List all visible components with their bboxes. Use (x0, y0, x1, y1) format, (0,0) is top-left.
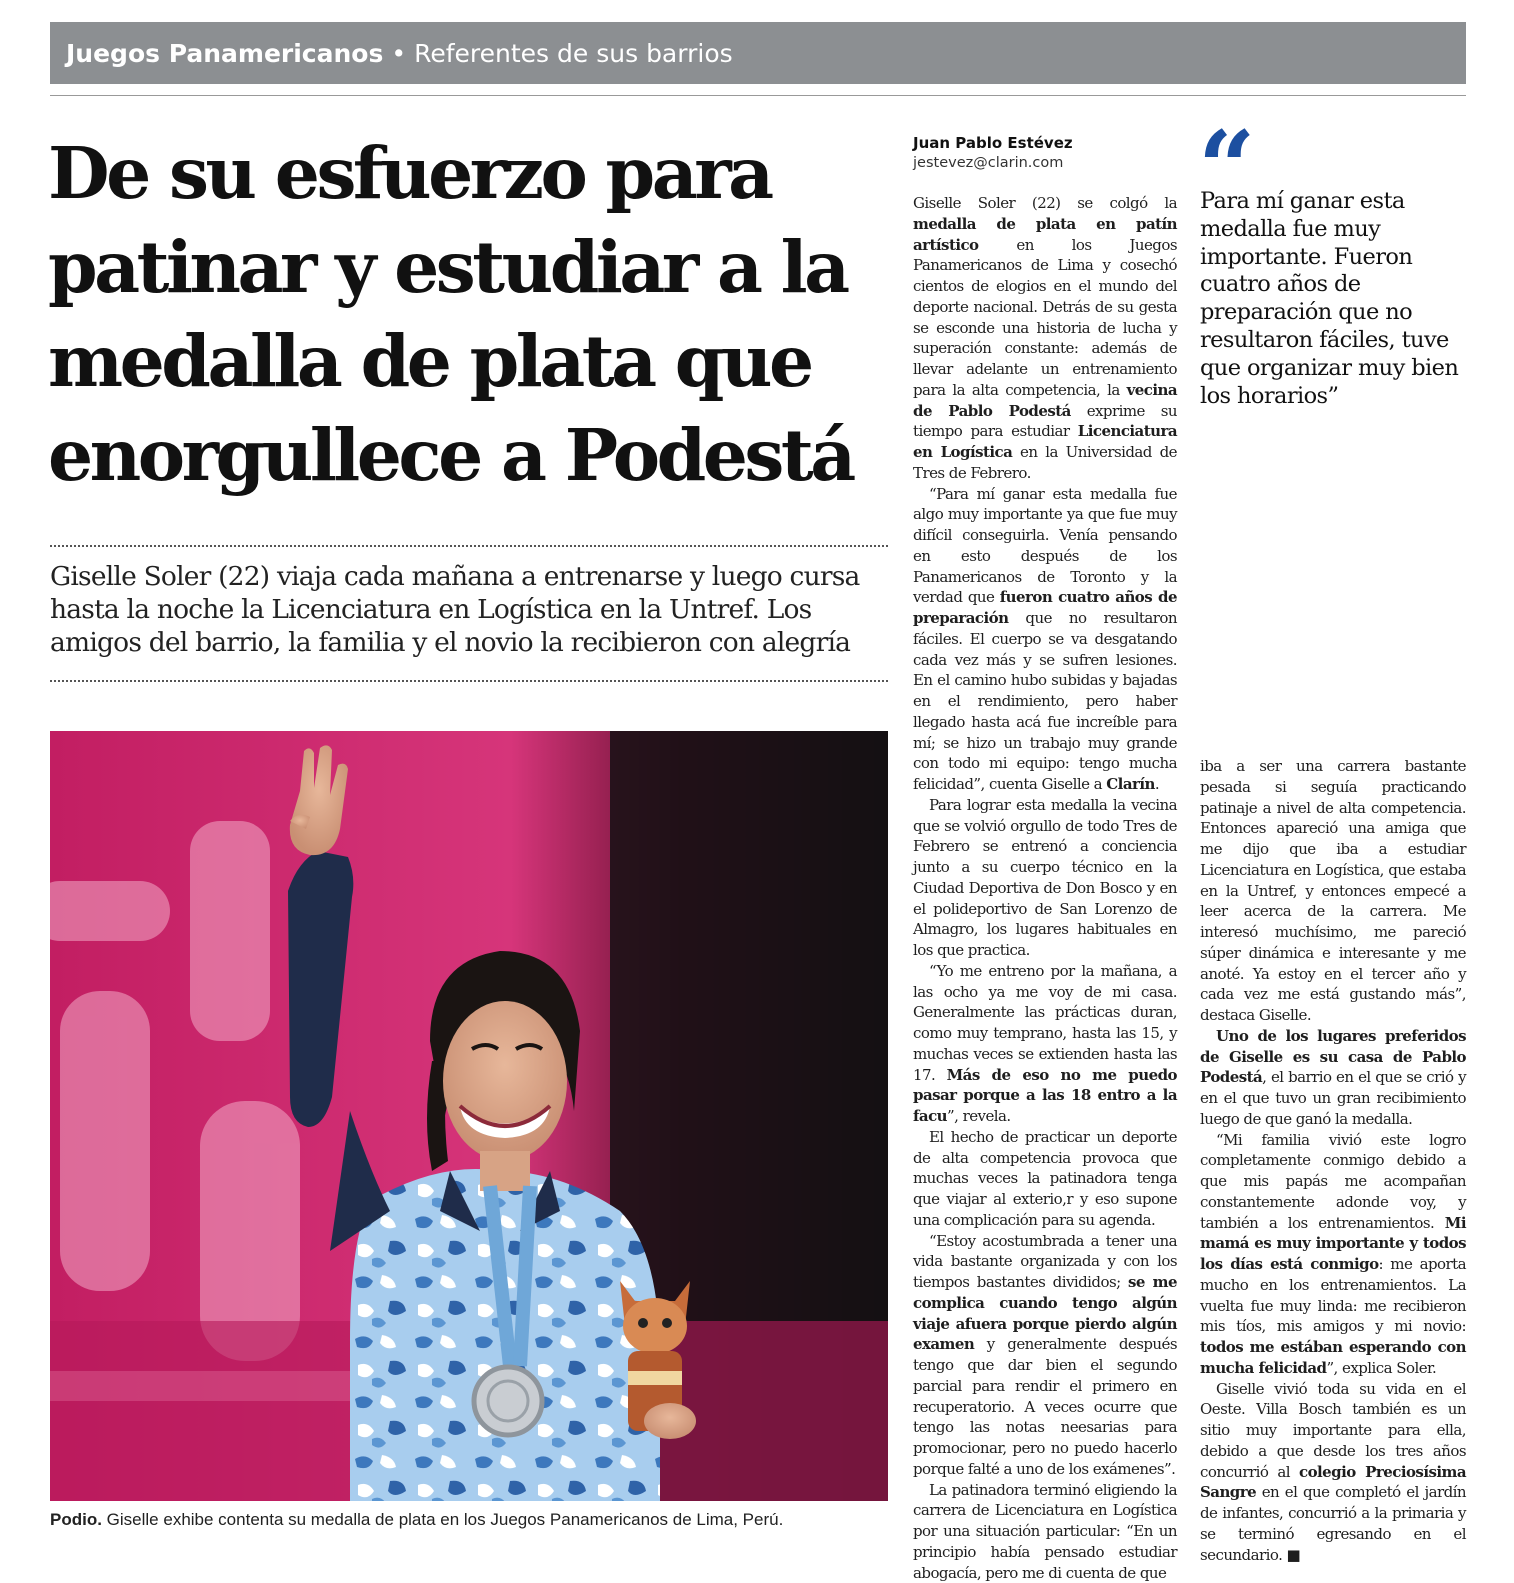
text-run: ”, explica Soler. (1326, 1359, 1436, 1377)
text-run: que no resultaron fáciles. El cuerpo se va desgatando cada vez más y se sufren lesiones. En el camino hubo subidas y bajadas en el rendimiento, pero haber llegado hasta acá fue increíble para mí; se hizo un trabajo muy grande con todo mi equipo: tengo mucha felicidad”, cuenta Giselle a (913, 609, 1177, 793)
body-paragraph (1200, 1379, 1466, 1566)
bold-text: se me complica cuando tengo algún viaje afuera porque pierdo algún examen (913, 1273, 1177, 1353)
body-paragraph (913, 1480, 1177, 1583)
body-paragraph (913, 1127, 1177, 1231)
text-run: y generalmente después tengo que dar bien el segundo parcial para rendir el primero en recuperatorio. A veces ocurre que tengo las notas neesarias para promocionar, pero no puedo hacerlo porque falté a uno de los exámenes”. (913, 1335, 1177, 1478)
body-column-1 (913, 193, 1177, 1583)
caption-label: Podio. (50, 1510, 102, 1529)
bold-text: fueron cuatro años de preparación (913, 588, 1177, 627)
article-photo (50, 731, 888, 1501)
bold-text: medalla de plata en patín artístico (913, 215, 1177, 254)
text-run: “Yo me entreno por la mañana, a las ocho ya me voy de mi casa. Generalmente las prácticas duran, como muy temprano, hasta las 15, y muchas veces se extienden hasta las 17. (913, 962, 1177, 1084)
text-run: La patinadora terminó eligiendo la carrera de Licenciatura en Logística por una situación particular: “En un principio había pensado estudiar abogacía, pero me di cuenta de que (913, 1481, 1177, 1582)
section-name: Juegos Panamericanos (66, 39, 383, 68)
bold-text: Mi mamá es muy importante y todos los días está conmigo (1200, 1214, 1466, 1274)
bold-text: vecina de Pablo Podestá (913, 381, 1177, 420)
text-run: en la Universidad de Tres de Febrero. (913, 443, 1177, 482)
body-paragraph (913, 795, 1177, 961)
article-headline: De su esfuerzo para patinar y estudiar a la medalla de plata que enorgullece a Podestá (48, 126, 878, 502)
article-dek: Giselle Soler (22) viaja cada mañana a entrenarse y luego cursa hasta la noche la Licenciatura en Logística en la Untref. Los amigos del barrio, la familia y el novio la recibieron con alegría (50, 560, 890, 659)
mascot-doll-icon (610, 1271, 700, 1441)
text-run: Para lograr esta medalla la vecina que se volvió orgullo de todo Tres de Febrero se entrenó a conciencia junto a su cuerpo técnico en la Ciudad Deportiva de Don Bosco y en el polideportivo de San Lorenzo de Almagro, los lugares habituales en los que practica. (913, 796, 1177, 959)
bold-text: Licenciatura en Logística (913, 422, 1177, 461)
body-paragraph (913, 961, 1177, 1127)
pull-quote: Para mí ganar esta medalla fue muy importante. Fueron cuatro años de preparación que no resultaron fáciles, tuve que organizar muy bien los horarios” (1200, 188, 1470, 410)
text-run: Giselle Soler (22) se colgó la (913, 194, 1177, 212)
bold-text: todos me estában esperando con mucha felicidad (1200, 1338, 1466, 1377)
bold-text: Clarín (1106, 775, 1155, 793)
text-run: . (1155, 775, 1159, 793)
quote-mark-icon: “ (1198, 118, 1250, 218)
body-paragraph (913, 193, 1177, 484)
section-subtitle: Referentes de sus barrios (414, 39, 733, 68)
body-paragraph (913, 484, 1177, 795)
dek-bottom-rule (50, 680, 888, 682)
body-paragraph (1200, 1130, 1466, 1379)
text-run: ”, revela. (947, 1107, 1011, 1125)
text-run: “Estoy acostumbrada a tener una vida bastante organizada y con los tiempos bastantes divididos; (913, 1232, 1177, 1292)
byline-email: jestevez@clarin.com (913, 155, 1063, 171)
photo-caption (50, 1510, 890, 1530)
text-run: exprime su tiempo para estudiar (913, 402, 1177, 441)
bold-text: Más de eso no me puedo pasar porque a las 18 entro a la facu (913, 1066, 1177, 1126)
body-paragraph (1200, 1026, 1466, 1130)
body-paragraph (913, 1231, 1177, 1480)
text-run: en los Juegos Panamericanos de Lima y cosechó cientos de elogios en el mundo del deporte nacional. Detrás de su gesta se esconde una historia de lucha y superación constante: además de llevar adelante un entrenamiento para la alta competencia, la (913, 236, 1177, 399)
bold-text: Uno de los lugares preferidos de Giselle es su casa de Pablo Podestá (1200, 1027, 1466, 1087)
body-paragraph (1200, 756, 1466, 1026)
section-header (50, 22, 1466, 84)
text-run: , el barrio en el que se crió y en el que tuvo un gran recibimiento luego de que ganó la medalla. (1200, 1068, 1466, 1128)
text-run: iba a ser una carrera bastante pesada si seguía practicando patinaje a nivel de alta competencia. Entonces apareció una amiga que me dijo que iba a estudiar Licenciatura en Logística, que estaba en la Untref, y entonces empecé a leer acerca de la carrera. Me interesó muchísimo, me pareció súper dinámica e interesante y me anoté. Ya estoy en el tercer año y cada vez me está gustando más”, destaca Giselle. (1200, 757, 1466, 1024)
byline-author: Juan Pablo Estévez (913, 134, 1073, 152)
text-run: Giselle vivió toda su vida en el Oeste. Villa Bosch también es un sitio muy importante para ella, debido a que desde los tres años concurrió al (1200, 1380, 1466, 1481)
text-run: El hecho de practicar un deporte de alta competencia provoca que muchas veces la patinadora tenga que viajar al exterio,r y eso supone una complicación para su agenda. (913, 1128, 1177, 1229)
text-run: en el que completó el jardín de infantes, concurrió a la primaria y se terminó egresando en el secundario. ■ (1200, 1483, 1466, 1563)
text-run: : me aporta mucho en los entrenamientos. La vuelta fue muy linda: me recibieron mis tíos, mis amigos y mi novio: (1200, 1255, 1466, 1335)
silver-medal-icon (468, 1361, 548, 1441)
section-separator: • (391, 39, 406, 68)
text-run: “Para mí ganar esta medalla fue algo muy importante ya que fue muy difícil conseguirla. Venía pensando en esto después de los Panamericanos de Toronto y la verdad que (913, 485, 1177, 607)
header-divider (50, 95, 1466, 96)
body-column-2 (1200, 756, 1466, 1565)
text-run: “Mi familia vivió este logro completamente conmigo debido a que mis papás me acompañan constantemente adonde voy, y también a los entrenamientos. (1200, 1131, 1466, 1232)
dek-top-rule (50, 545, 888, 547)
caption-text: Giselle exhibe contenta su medalla de plata en los Juegos Panamericanos de Lima, Perú. (102, 1510, 783, 1529)
bold-text: colegio Preciosísima Sangre (1200, 1463, 1466, 1502)
